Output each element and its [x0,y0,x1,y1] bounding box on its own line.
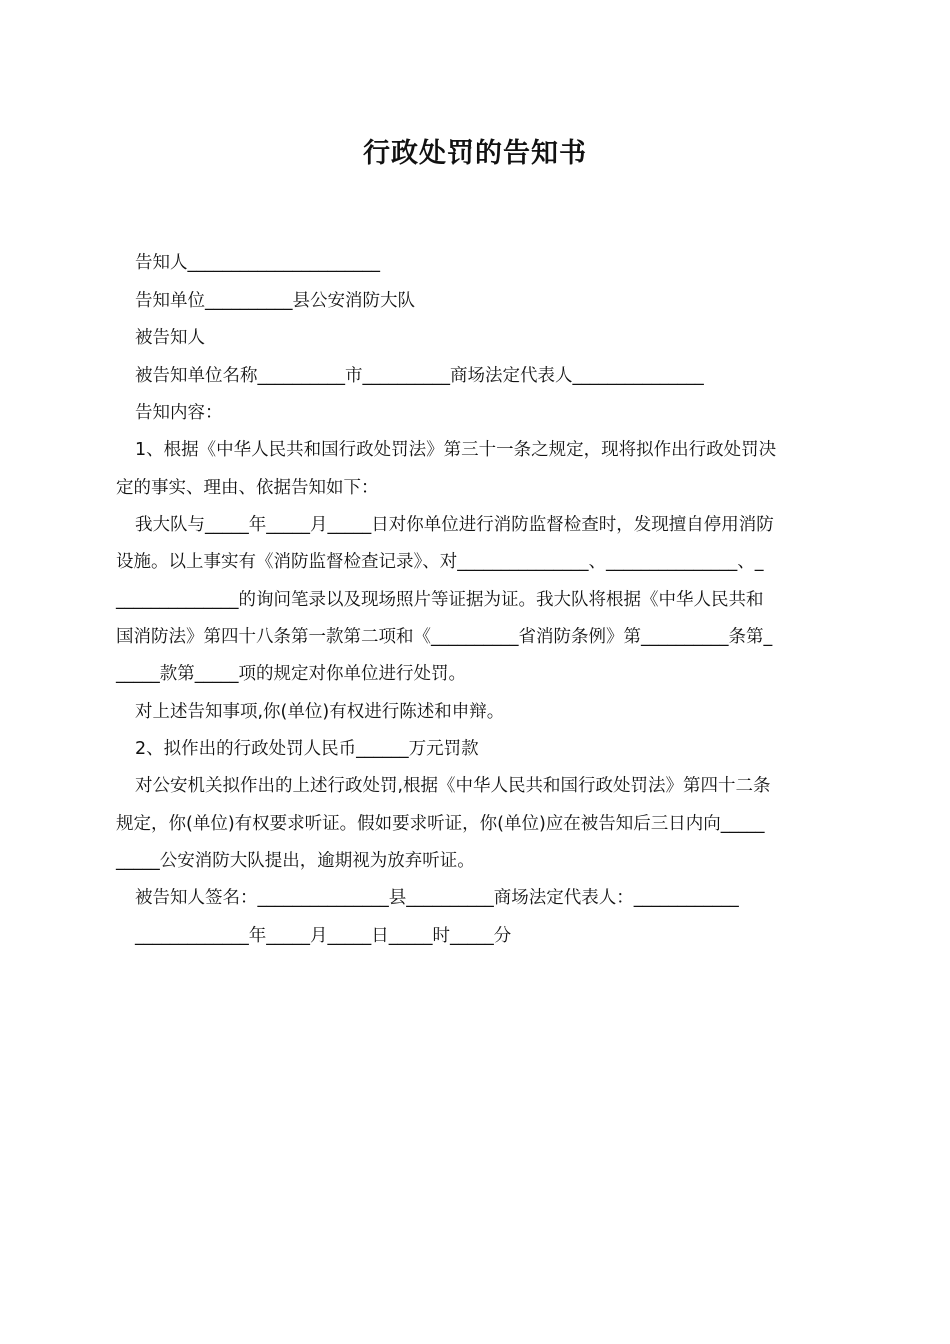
paragraph-2-line-3: ______________的询问笔录以及现场照片等证据为证。我大队将根据《中华人民共和 [116,590,764,610]
hearing-paragraph-line-3: _____公安消防大队提出，逾期视为放弃听证。 [116,851,475,871]
fine-line: 2、拟作出的行政处罚人民币______万元罚款 [135,739,479,759]
notice-content-heading: 告知内容： [135,403,223,423]
notifier-line: 告知人______________________ [135,253,380,273]
notified-person-line: 被告知人 [135,328,205,348]
date-time-line: _____________年_____月_____日_____时_____分 [135,926,512,946]
statement-rights-line: 对上述告知事项,你(单位)有权进行陈述和申辩。 [135,702,505,722]
paragraph-1-line-1: 1、根据《中华人民共和国行政处罚法》第三十一条之规定，现将拟作出行政处罚决 [135,440,777,460]
paragraph-2-line-5: _____款第_____项的规定对你单位进行处罚。 [116,664,466,684]
paragraph-2-line-1: 我大队与_____年_____月_____日对你单位进行消防监督检查时，发现擅自停用消防 [135,515,774,535]
paragraph-1-line-2: 定的事实、理由、依据告知如下： [116,478,379,498]
paragraph-2-line-2: 设施。以上事实有《消防监督检查记录》、对_______________、_______________、_ [116,552,764,572]
notified-unit-line: 被告知单位名称__________市__________商场法定代表人_______________ [135,366,704,386]
signature-line: 被告知人签名：_______________县__________商场法定代表人：____________ [135,888,739,908]
notifying-unit-line: 告知单位__________县公安消防大队 [135,291,415,311]
hearing-paragraph-line-2: 规定，你(单位)有权要求听证。假如要求听证，你(单位)应在被告知后三日内向_____ [116,814,765,834]
document-title: 行政处罚的告知书 [363,138,587,169]
paragraph-2-line-4: 国消防法》第四十八条第一款第二项和《__________省消防条例》第__________条第_ [116,627,773,647]
hearing-paragraph-line-1: 对公安机关拟作出的上述行政处罚,根据《中华人民共和国行政处罚法》第四十二条 [135,776,771,796]
